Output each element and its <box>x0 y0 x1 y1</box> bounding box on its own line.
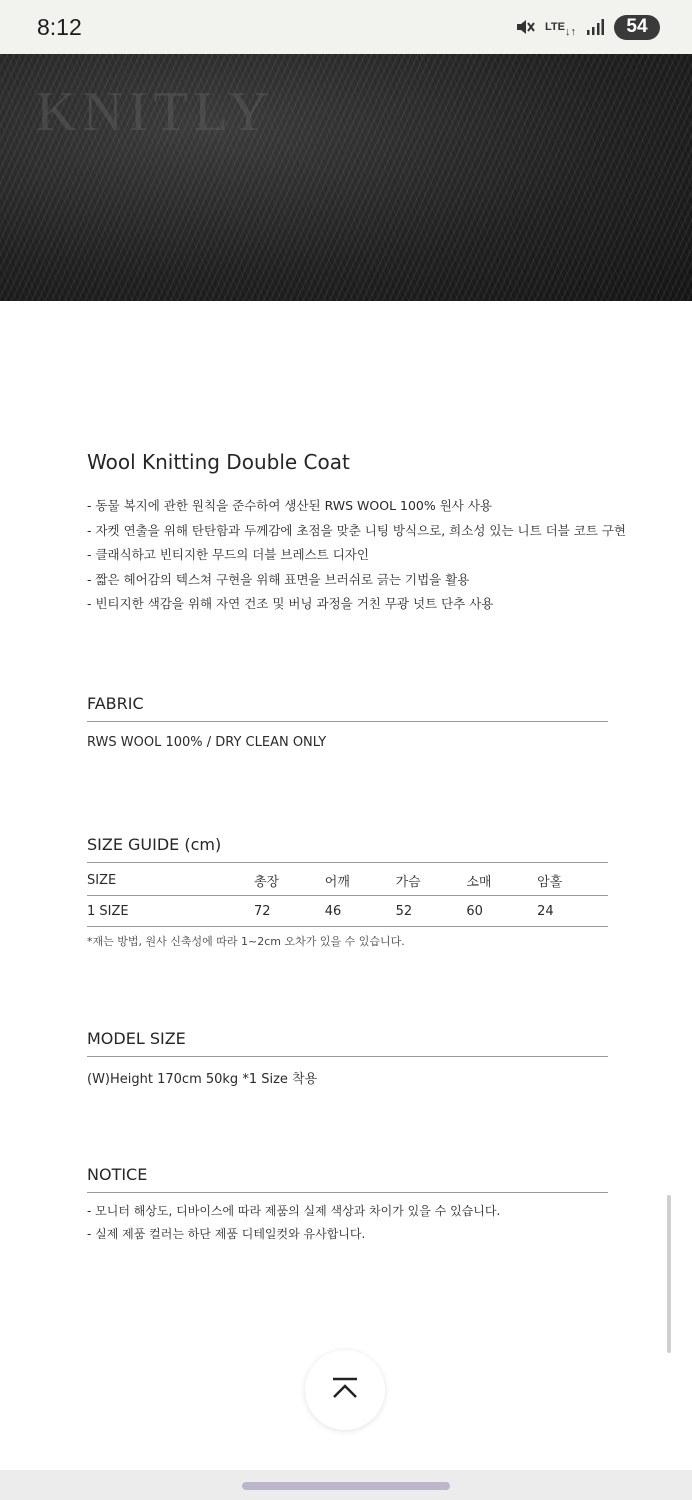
arrow-up-icon <box>330 1376 360 1404</box>
description-item: - 자켓 연출을 위해 탄탄함과 두께감에 초점을 맞춘 니팅 방식으로, 희소성 있는 니트 더블 코트 구현 <box>87 522 627 538</box>
scrollbar[interactable] <box>667 1195 671 1353</box>
size-table-header-cell: 어깨 <box>325 865 396 896</box>
brand-logo: KNITLY <box>36 81 275 143</box>
home-gesture-handle[interactable] <box>242 1482 450 1490</box>
size-table-header-cell: 총장 <box>254 865 325 896</box>
notice-heading: NOTICE <box>87 1165 608 1193</box>
notice-list <box>87 1200 500 1246</box>
battery-icon: 54 <box>614 15 660 40</box>
size-table-cell: 24 <box>537 896 608 927</box>
size-table-header-cell: 암홀 <box>537 865 608 896</box>
fabric-text: RWS WOOL 100% / DRY CLEAN ONLY <box>87 735 327 750</box>
size-table <box>87 865 608 927</box>
model-size-heading: MODEL SIZE <box>87 1029 608 1057</box>
size-table-cell: 1 SIZE <box>87 896 254 927</box>
fabric-heading: FABRIC <box>87 694 608 722</box>
description-item: - 클래식하고 빈티지한 무드의 더블 브레스트 디자인 <box>87 547 369 562</box>
signal-icon <box>586 18 604 36</box>
size-table-cell: 52 <box>396 896 467 927</box>
hero-image <box>0 54 692 301</box>
notice-item: - 실제 제품 컬러는 하단 제품 디테일컷와 유사합니다. <box>87 1227 366 1241</box>
size-guide-note: *재는 방법, 원사 신축성에 따라 1~2cm 오차가 있을 수 있습니다. <box>87 935 405 948</box>
size-table-cell: 60 <box>466 896 537 927</box>
product-description <box>87 494 647 617</box>
size-table-header-cell: 가슴 <box>396 865 467 896</box>
size-guide-heading: SIZE GUIDE (cm) <box>87 835 608 863</box>
size-table-cell: 46 <box>325 896 396 927</box>
description-item: - 빈티지한 색감을 위해 자연 건조 및 버닝 과정을 거친 무광 넛트 단추 사용 <box>87 596 494 611</box>
product-title: Wool Knitting Double Coat <box>87 450 350 474</box>
model-size-text: (W)Height 170cm 50kg *1 Size 착용 <box>87 1072 318 1087</box>
status-time: 8:12 <box>37 13 82 40</box>
system-nav-bar <box>0 1470 692 1500</box>
mute-icon <box>515 17 535 37</box>
size-table-header-row <box>87 865 608 896</box>
status-bar <box>0 0 692 54</box>
lte-icon: LTE ↓↑ <box>545 21 576 38</box>
size-table-header-cell: 소매 <box>466 865 537 896</box>
description-item: - 동물 복지에 관한 원칙을 준수하여 생산된 RWS WOOL 100% 원사 사용 <box>87 498 493 513</box>
size-table-cell: 72 <box>254 896 325 927</box>
status-icons <box>515 15 660 40</box>
size-table-row <box>87 896 608 927</box>
notice-item: - 모니터 해상도, 디바이스에 따라 제품의 실제 색상과 차이가 있을 수 있습니다. <box>87 1204 501 1218</box>
size-table-header-cell: SIZE <box>87 865 254 896</box>
description-item: - 짧은 헤어감의 텍스쳐 구현을 위해 표면을 브러쉬로 긁는 기법을 활용 <box>87 571 470 587</box>
scroll-to-top-button[interactable] <box>305 1350 385 1430</box>
